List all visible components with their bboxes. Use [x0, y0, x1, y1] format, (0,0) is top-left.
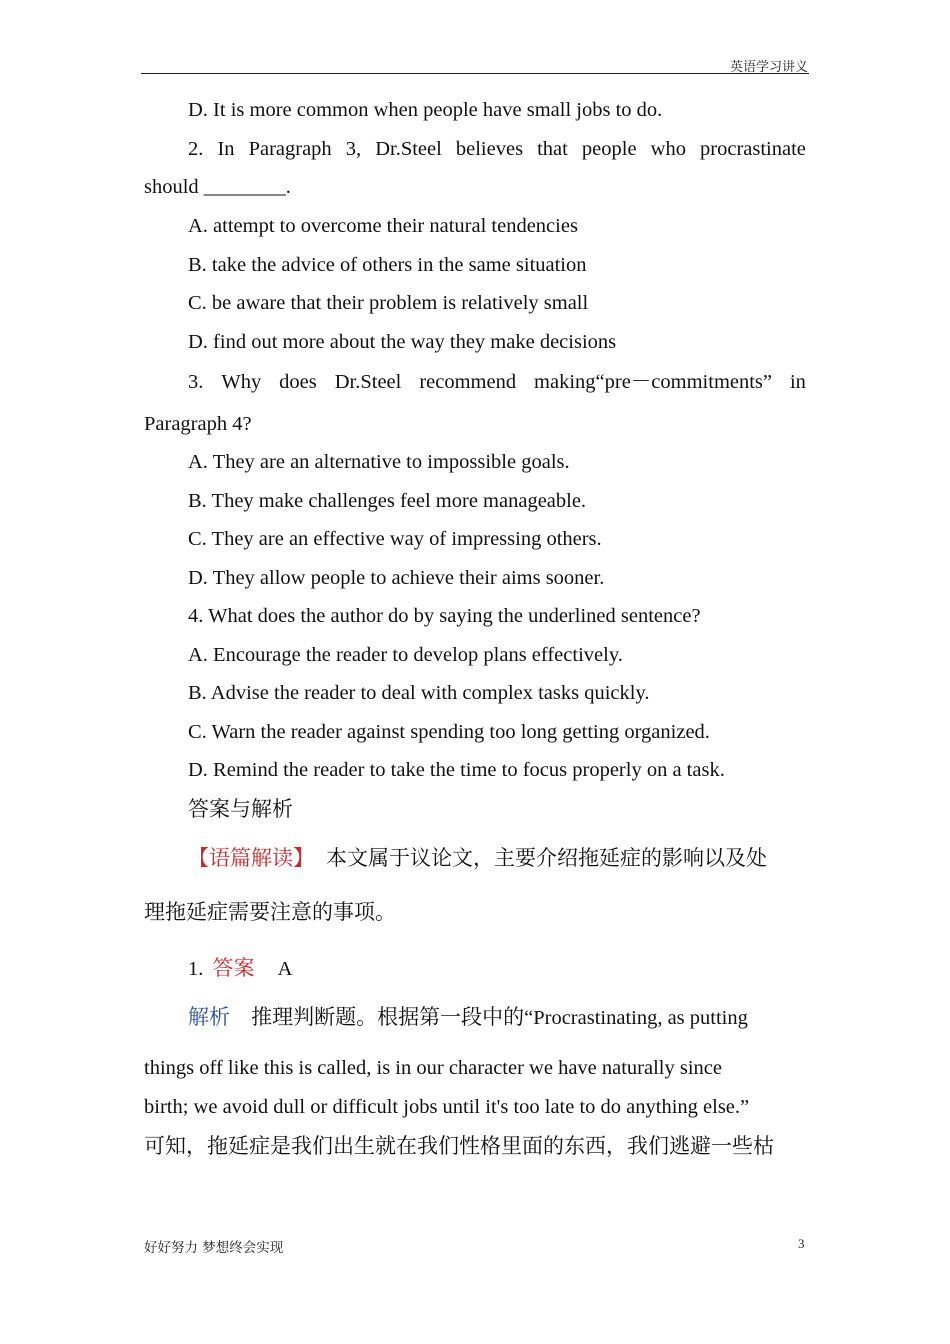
q2-stem-line1: 2. In Paragraph 3, Dr.Steel believes that people who procrastinate: [188, 138, 806, 160]
explain-quote-1: “Procrastinating, as putting: [524, 1007, 748, 1029]
explain-label: 解析: [188, 1005, 230, 1029]
q3-option-b: B. They make challenges feel more manageable.: [188, 490, 587, 512]
explain-quote-2: things off like this is called, is in our character we have naturally since: [144, 1057, 722, 1079]
q1-option-d: D. It is more common when people have small jobs to do.: [188, 99, 663, 121]
q3-stem-line1: 3. Why does Dr.Steel recommend making“pre－commitments” in: [188, 371, 806, 393]
header-divider: [141, 73, 809, 74]
q3-option-c: C. They are an effective way of impressing others.: [188, 528, 602, 550]
explain-cn: 推理判断题。根据第一段中的: [251, 1005, 525, 1029]
q4-option-d: D. Remind the reader to take the time to focus properly on a task.: [188, 759, 725, 781]
q2-option-c: C. be aware that their problem is relatively small: [188, 292, 589, 314]
q4-option-b: B. Advise the reader to deal with complex tasks quickly.: [188, 682, 650, 704]
page-number: 3: [798, 1236, 805, 1251]
q3-stem-line2: Paragraph 4?: [144, 413, 252, 435]
q4-option-a: A. Encourage the reader to develop plans effectively.: [188, 644, 623, 666]
explain-line1: [188, 1007, 748, 1029]
q2-option-a: A. attempt to overcome their natural tendencies: [188, 215, 578, 237]
answer-label: 答案: [212, 956, 255, 980]
answer-item-1: [188, 958, 292, 980]
header-title: 英语学习讲义: [729, 60, 808, 75]
analysis-paragraph-line1: [188, 848, 767, 869]
answers-section-title: 答案与解析: [188, 797, 293, 821]
q3-option-a: A. They are an alternative to impossible goals.: [188, 451, 570, 473]
q3-option-d: D. They allow people to achieve their aims sooner.: [188, 567, 605, 589]
q4-option-c: C. Warn the reader against spending too long getting organized.: [188, 721, 710, 743]
explain-quote-3: birth; we avoid dull or difficult jobs until it's too late to do anything else.”: [144, 1096, 750, 1118]
explain-cn-conclusion: 可知，拖延症是我们出生就在我们性格里面的东西，我们逃避一些枯: [144, 1134, 774, 1158]
answer-item-1-number: 1.: [188, 958, 204, 980]
analysis-text-2: 理拖延症需要注意的事项。: [144, 900, 396, 924]
answer-value: A: [277, 958, 293, 980]
footer-motto: 好好努力 梦想终会实现: [144, 1240, 284, 1256]
analysis-text-1: 本文属于议论文，主要介绍拖延症的影响以及处: [326, 846, 767, 870]
q2-option-b: B. take the advice of others in the same situation: [188, 254, 587, 276]
analysis-label: 【语篇解读】: [188, 846, 314, 870]
q2-option-d: D. find out more about the way they make decisions: [188, 331, 617, 353]
q2-stem-line2: should ________.: [144, 176, 291, 198]
q4-stem: 4. What does the author do by saying the underlined sentence?: [188, 605, 701, 627]
